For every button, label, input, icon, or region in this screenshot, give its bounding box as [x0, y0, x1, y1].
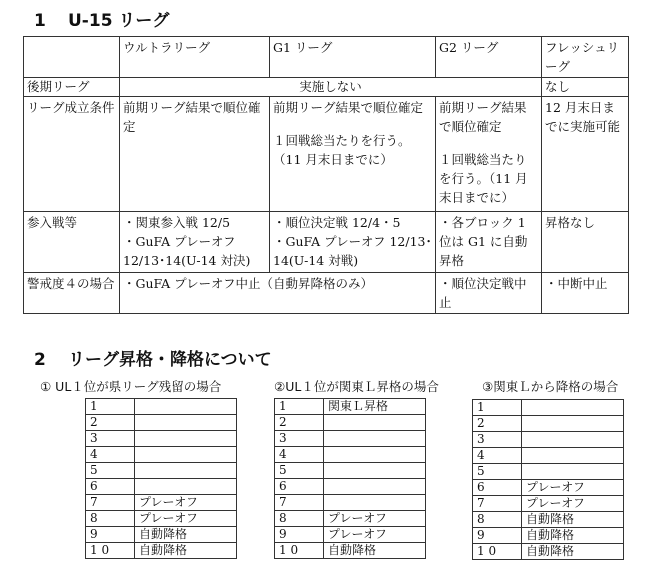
rank-number: 2 — [473, 416, 522, 432]
header-cell: ウルトラリーグ — [120, 37, 270, 78]
rank-result: プレーオフ — [324, 511, 426, 527]
table-row — [473, 544, 624, 560]
table-row — [24, 273, 629, 314]
scenario-2-rank-table — [274, 398, 426, 559]
row-label: 後期リーグ — [24, 78, 120, 97]
table-row — [275, 527, 426, 543]
rank-result — [522, 448, 624, 464]
g2-cell: ・順位決定戦中止 — [436, 273, 542, 314]
table-row — [275, 495, 426, 511]
rank-result — [135, 431, 237, 447]
table-row — [86, 543, 237, 559]
table-row — [86, 527, 237, 543]
table-row — [473, 416, 624, 432]
rank-number: 1 — [473, 400, 522, 416]
g2-cell — [436, 97, 542, 212]
table-row — [473, 432, 624, 448]
row-label: リーグ成立条件 — [24, 97, 120, 212]
table-row — [473, 400, 624, 416]
rank-number: 1 0 — [86, 543, 135, 559]
rank-number: 3 — [473, 432, 522, 448]
table-row — [86, 415, 237, 431]
ultra-cell: 前期リーグ結果で順位確定 — [120, 97, 270, 212]
table-row — [86, 463, 237, 479]
table-row — [24, 97, 629, 212]
header-cell — [24, 37, 120, 78]
ultra-cell — [120, 212, 270, 273]
table-header-row — [24, 37, 629, 78]
scenario-3-rank-table — [472, 399, 624, 560]
g2-cell: ・各ブロック 1 位は G1 に自動昇格 — [436, 212, 542, 273]
table-row — [86, 495, 237, 511]
rank-result — [324, 495, 426, 511]
table-row — [24, 212, 629, 273]
g2-cond-text: 前期リーグ結果で順位確定 — [439, 100, 527, 134]
rank-number: 4 — [275, 447, 324, 463]
rank-result — [135, 399, 237, 415]
scenario-2-title: ②UL１位が関東Ｌ昇格の場合 — [274, 379, 439, 394]
table-row — [86, 511, 237, 527]
rank-result: 関東Ｌ昇格 — [324, 399, 426, 415]
rank-result: 自動降格 — [324, 543, 426, 559]
ultra-entry-1: ・関東参入戦 12/5 — [123, 215, 231, 230]
g2-cond-note: １回戦総当たりを行う。（11 月末日までに） — [439, 152, 528, 205]
rank-result: 自動降格 — [522, 544, 624, 560]
scenario-3-title: ③関東Ｌから降格の場合 — [482, 379, 619, 394]
rank-number: 8 — [473, 512, 522, 528]
rank-number: 5 — [86, 463, 135, 479]
rank-result: プレーオフ — [135, 495, 237, 511]
table-row — [24, 78, 629, 97]
g1-entry-2: ・GuFA プレーオフ 12/13･14(U-14 対戦) — [273, 234, 432, 268]
rank-number: 5 — [275, 463, 324, 479]
table-row — [275, 479, 426, 495]
section2-number: 2 — [34, 350, 46, 370]
rank-result — [324, 431, 426, 447]
merged-cell: 実施しない — [120, 78, 542, 97]
rank-result — [135, 447, 237, 463]
rank-result — [522, 432, 624, 448]
rank-number: 6 — [473, 480, 522, 496]
table-row — [473, 512, 624, 528]
section2-title: リーグ昇格・降格について — [68, 350, 272, 370]
rank-result — [522, 464, 624, 480]
rank-result: プレーオフ — [522, 480, 624, 496]
rank-result: 自動降格 — [135, 527, 237, 543]
fresh-cell: ・中断中止 — [542, 273, 629, 314]
rank-number: 7 — [275, 495, 324, 511]
g1-cond-note: １回戦総当たりを行う。（11 月末日までに） — [273, 133, 411, 167]
rank-number: 2 — [86, 415, 135, 431]
table-row — [275, 463, 426, 479]
league-conditions-table — [23, 36, 629, 314]
rank-number: 1 — [275, 399, 324, 415]
table-row — [275, 543, 426, 559]
header-cell: G2 リーグ — [436, 37, 542, 78]
rank-result — [135, 463, 237, 479]
table-row — [275, 447, 426, 463]
fresh-cell: 昇格なし — [542, 212, 629, 273]
rank-result: プレーオフ — [135, 511, 237, 527]
rank-result — [135, 415, 237, 431]
rank-result — [135, 479, 237, 495]
rank-number: 3 — [86, 431, 135, 447]
rank-number: 1 0 — [473, 544, 522, 560]
scenario-1-title: ① UL１位が県リーグ残留の場合 — [40, 379, 222, 394]
rank-result — [324, 463, 426, 479]
merged-cell: ・GuFA プレーオフ中止（自動昇降格のみ） — [120, 273, 436, 314]
rank-number: 6 — [86, 479, 135, 495]
rank-result — [324, 447, 426, 463]
rank-number: 8 — [275, 511, 324, 527]
scenario-1-rank-table — [85, 398, 237, 559]
rank-result: 自動降格 — [522, 512, 624, 528]
rank-result: 自動降格 — [135, 543, 237, 559]
rank-result: 自動降格 — [522, 528, 624, 544]
table-row — [275, 415, 426, 431]
table-row — [473, 480, 624, 496]
row-label: 警戒度４の場合 — [24, 273, 120, 314]
fresh-cell: なし — [542, 78, 629, 97]
table-row — [275, 399, 426, 415]
row-label: 参入戦等 — [24, 212, 120, 273]
header-cell: フレッシュリーグ — [542, 37, 629, 78]
header-cell: G1 リーグ — [270, 37, 436, 78]
section1-heading — [34, 6, 169, 31]
rank-number: 8 — [86, 511, 135, 527]
g1-cell — [270, 212, 436, 273]
table-row — [473, 528, 624, 544]
table-row — [86, 399, 237, 415]
table-row — [86, 447, 237, 463]
rank-number: 7 — [473, 496, 522, 512]
table-row — [473, 464, 624, 480]
g1-entry-1: ・順位決定戦 12/4・5 — [273, 215, 401, 230]
rank-result — [522, 416, 624, 432]
table-row — [86, 479, 237, 495]
rank-number: 3 — [275, 431, 324, 447]
rank-result: プレーオフ — [324, 527, 426, 543]
fresh-cell: 12 月末日までに実施可能 — [542, 97, 629, 212]
table-row — [275, 511, 426, 527]
rank-result: プレーオフ — [522, 496, 624, 512]
rank-result — [522, 400, 624, 416]
table-row — [473, 496, 624, 512]
rank-number: 9 — [473, 528, 522, 544]
rank-number: 9 — [275, 527, 324, 543]
g1-cell — [270, 97, 436, 212]
table-row — [473, 448, 624, 464]
section2-heading — [34, 345, 272, 370]
table-row — [275, 431, 426, 447]
section1-title: U-15 リーグ — [68, 11, 170, 31]
rank-number: 4 — [473, 448, 522, 464]
rank-number: 4 — [86, 447, 135, 463]
table-row — [86, 431, 237, 447]
rank-number: 1 0 — [275, 543, 324, 559]
rank-number: 6 — [275, 479, 324, 495]
g1-cond-text: 前期リーグ結果で順位確定 — [273, 100, 424, 115]
rank-result — [324, 415, 426, 431]
rank-number: 9 — [86, 527, 135, 543]
section1-number: 1 — [34, 11, 46, 31]
rank-result — [324, 479, 426, 495]
rank-number: 1 — [86, 399, 135, 415]
rank-number: 5 — [473, 464, 522, 480]
rank-number: 2 — [275, 415, 324, 431]
ultra-entry-2: ・GuFA プレーオフ 12/13･14(U-14 対決) — [123, 234, 251, 268]
rank-number: 7 — [86, 495, 135, 511]
